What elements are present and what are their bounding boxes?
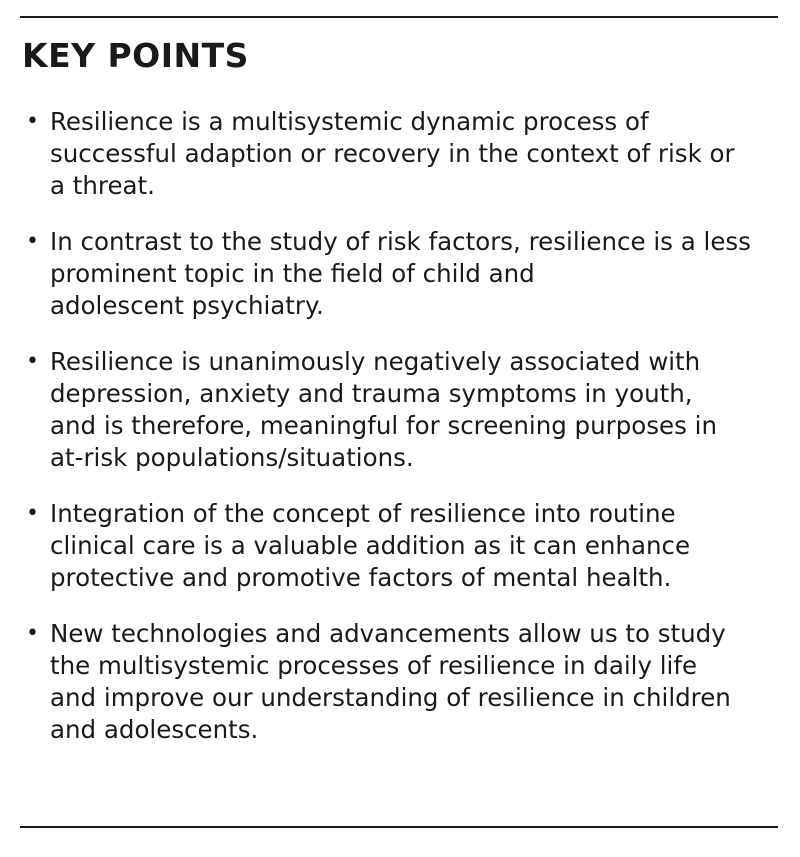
key-point-item — [20, 498, 778, 594]
key-point-item — [20, 346, 778, 474]
key-point-item — [20, 226, 778, 322]
bullet-icon: • — [26, 501, 39, 526]
key-point-line: the multisystemic processes of resilience in daily life — [50, 651, 698, 680]
key-point-line: Integration of the concept of resilience into routine — [50, 499, 676, 528]
bullet-icon: • — [26, 109, 39, 134]
key-point-line: and improve our understanding of resilience in children — [50, 683, 731, 712]
key-point-line: clinical care is a valuable addition as it can enhance — [50, 531, 691, 560]
bullet-icon: • — [26, 349, 39, 374]
key-point-line: at-risk populations/situations. — [50, 443, 414, 472]
key-point-line: a threat. — [50, 171, 155, 200]
key-point-line: Resilience is a multisystemic dynamic process of — [50, 107, 649, 136]
bullet-icon: • — [26, 229, 39, 254]
top-rule — [20, 16, 778, 18]
bullet-icon: • — [26, 621, 39, 646]
key-point-item — [20, 618, 778, 746]
bottom-rule — [20, 826, 778, 828]
key-point-line: successful adaption or recovery in the context of risk or — [50, 139, 735, 168]
key-points-box — [20, 16, 778, 828]
key-points-list — [20, 106, 778, 770]
key-point-line: and is therefore, meaningful for screening purposes in — [50, 411, 717, 440]
key-point-line: New technologies and advancements allow us to study — [50, 619, 726, 648]
key-point-line: prominent topic in the field of child and — [50, 259, 535, 288]
key-point-line: adolescent psychiatry. — [50, 291, 324, 320]
key-point-line: and adolescents. — [50, 715, 259, 744]
key-point-line: depression, anxiety and trauma symptoms in youth, — [50, 379, 693, 408]
key-point-item — [20, 106, 778, 202]
key-point-line: Resilience is unanimously negatively associated with — [50, 347, 701, 376]
key-points-heading: KEY POINTS — [22, 36, 249, 75]
key-point-line: In contrast to the study of risk factors, resilience is a less — [50, 227, 751, 256]
key-point-line: protective and promotive factors of mental health. — [50, 563, 672, 592]
